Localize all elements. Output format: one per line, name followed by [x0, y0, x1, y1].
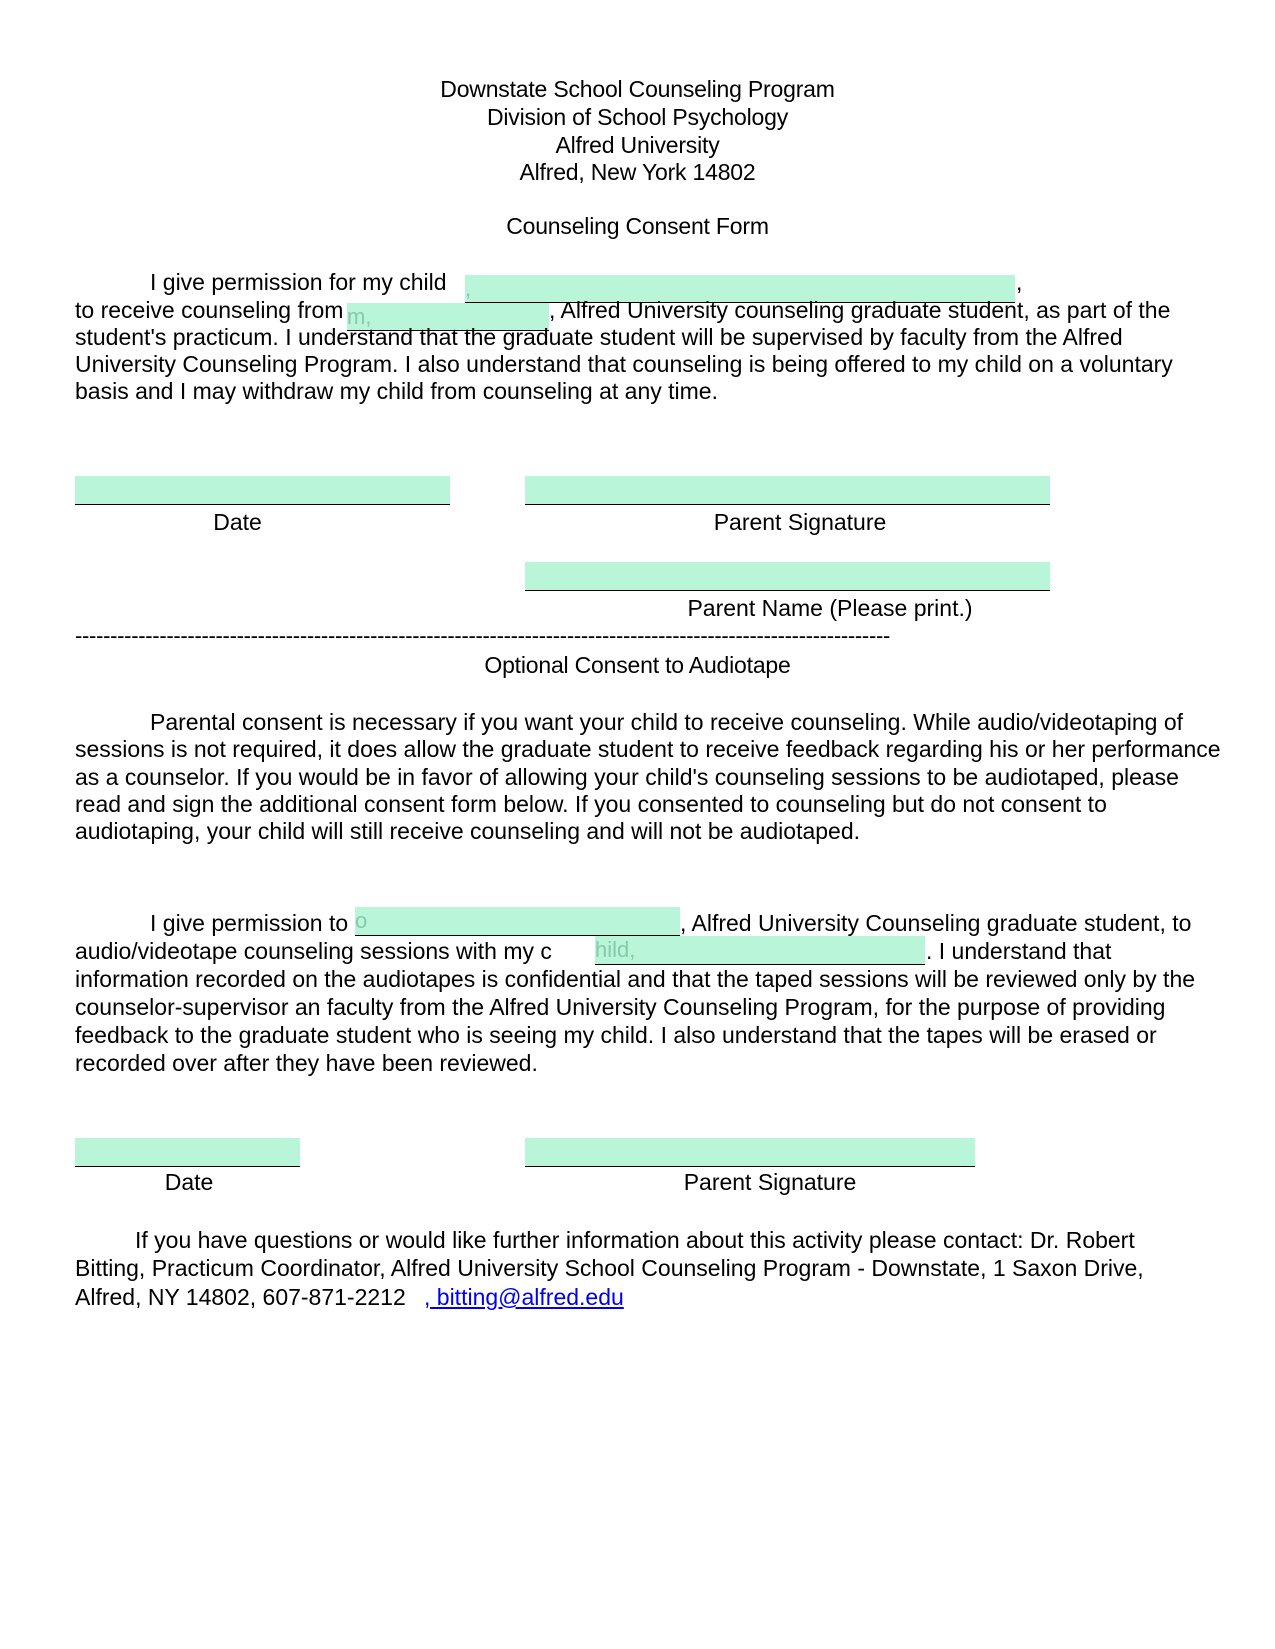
consent-line-5: basis and I may withdraw my child from counseling at any time.: [75, 378, 718, 404]
audiotape-para-line-4: read and sign the additional consent form below. If you consented to counseling but do not consent to: [75, 791, 1107, 817]
program-name: Downstate School Counseling Program: [440, 76, 835, 102]
audiotape-student-field[interactable]: [355, 907, 680, 936]
audiotape-para-line-3: as a counselor. If you would be in favor of allowing your child's counseling sessions to be audiotaped, please: [75, 764, 1179, 790]
consent-parent-signature-field[interactable]: [525, 476, 1050, 505]
audiotape-date-label: Date: [164, 1169, 214, 1195]
division-name: Division of School Psychology: [486, 104, 789, 130]
audiotape-para-line-2: sessions is not required, it does allow the graduate student to receive feedback regarding his or her performance: [75, 736, 1221, 762]
parent-name-field[interactable]: [525, 562, 1050, 591]
audiotape-permission-line-6: recorded over after they have been reviewed.: [75, 1050, 538, 1076]
consent-line-1-comma: ,: [1016, 269, 1023, 295]
contact-line-3: Alfred, NY 14802, 607-871-2212: [75, 1284, 406, 1310]
form-title: Counseling Consent Form: [506, 213, 769, 239]
consent-line-2: to receive counseling from: [75, 297, 344, 323]
section-divider: --------------------------------------------------------------------------------------------------------------------: [75, 623, 891, 648]
audiotape-para-line-1: Parental consent is necessary if you want your child to receive counseling. While audio/videotaping of: [150, 709, 1184, 735]
audiotape-parent-signature-field[interactable]: [525, 1138, 975, 1167]
university-name: Alfred University: [555, 132, 720, 158]
audiotape-child-field[interactable]: [595, 936, 925, 965]
contact-line-1: If you have questions or would like further information about this activity please contact: Dr. Robert: [135, 1227, 1135, 1253]
consent-line-1: I give permission for my child: [150, 269, 447, 295]
audiotape-permission-line-5: feedback to the graduate student who is seeing my child. I also understand that the tapes will be erased or: [75, 1022, 1157, 1048]
audiotape-date-field[interactable]: [75, 1138, 300, 1167]
audiotape-permission-line-2-end: . I understand that: [926, 938, 1112, 964]
consent-date-label: Date: [213, 509, 262, 535]
audiotape-title: Optional Consent to Audiotape: [484, 652, 791, 678]
consent-date-field[interactable]: [75, 476, 450, 505]
audiotape-permission-line-1-end: , Alfred University Counseling graduate student, to: [680, 910, 1192, 936]
audiotape-permission-line-4: counselor-supervisor an faculty from the Alfred University Counseling Program, for the purpose of providing: [75, 994, 1166, 1020]
consent-line-2-end: , Alfred University counseling graduate student, as part of the: [549, 297, 1171, 323]
audiotape-permission-line-1: I give permission to: [150, 910, 349, 936]
audiotape-para-line-5: audiotaping, your child will still receive counseling and will not be audiotaped.: [75, 818, 861, 844]
university-address: Alfred, New York 14802: [519, 159, 756, 185]
consent-parent-signature-label: Parent Signature: [713, 509, 887, 535]
contact-email-link[interactable]: , bitting@alfred.edu: [424, 1284, 624, 1310]
contact-line-2: Bitting, Practicum Coordinator, Alfred University School Counseling Program - Downstate, 1 Saxon Drive,: [75, 1255, 1144, 1281]
consent-line-4: University Counseling Program. I also understand that counseling is being offered to my child on a voluntary: [75, 351, 1173, 377]
audiotape-permission-line-2: audio/videotape counseling sessions with my c: [75, 938, 552, 964]
audiotape-permission-line-3: information recorded on the audiotapes is confidential and that the taped sessions will be reviewed only by the: [75, 966, 1196, 992]
parent-name-label: Parent Name (Please print.): [687, 595, 973, 621]
audiotape-parent-signature-label: Parent Signature: [683, 1169, 857, 1195]
consent-line-3: student's practicum. I understand that the graduate student will be supervised by faculty from the Alfred: [75, 324, 1123, 350]
